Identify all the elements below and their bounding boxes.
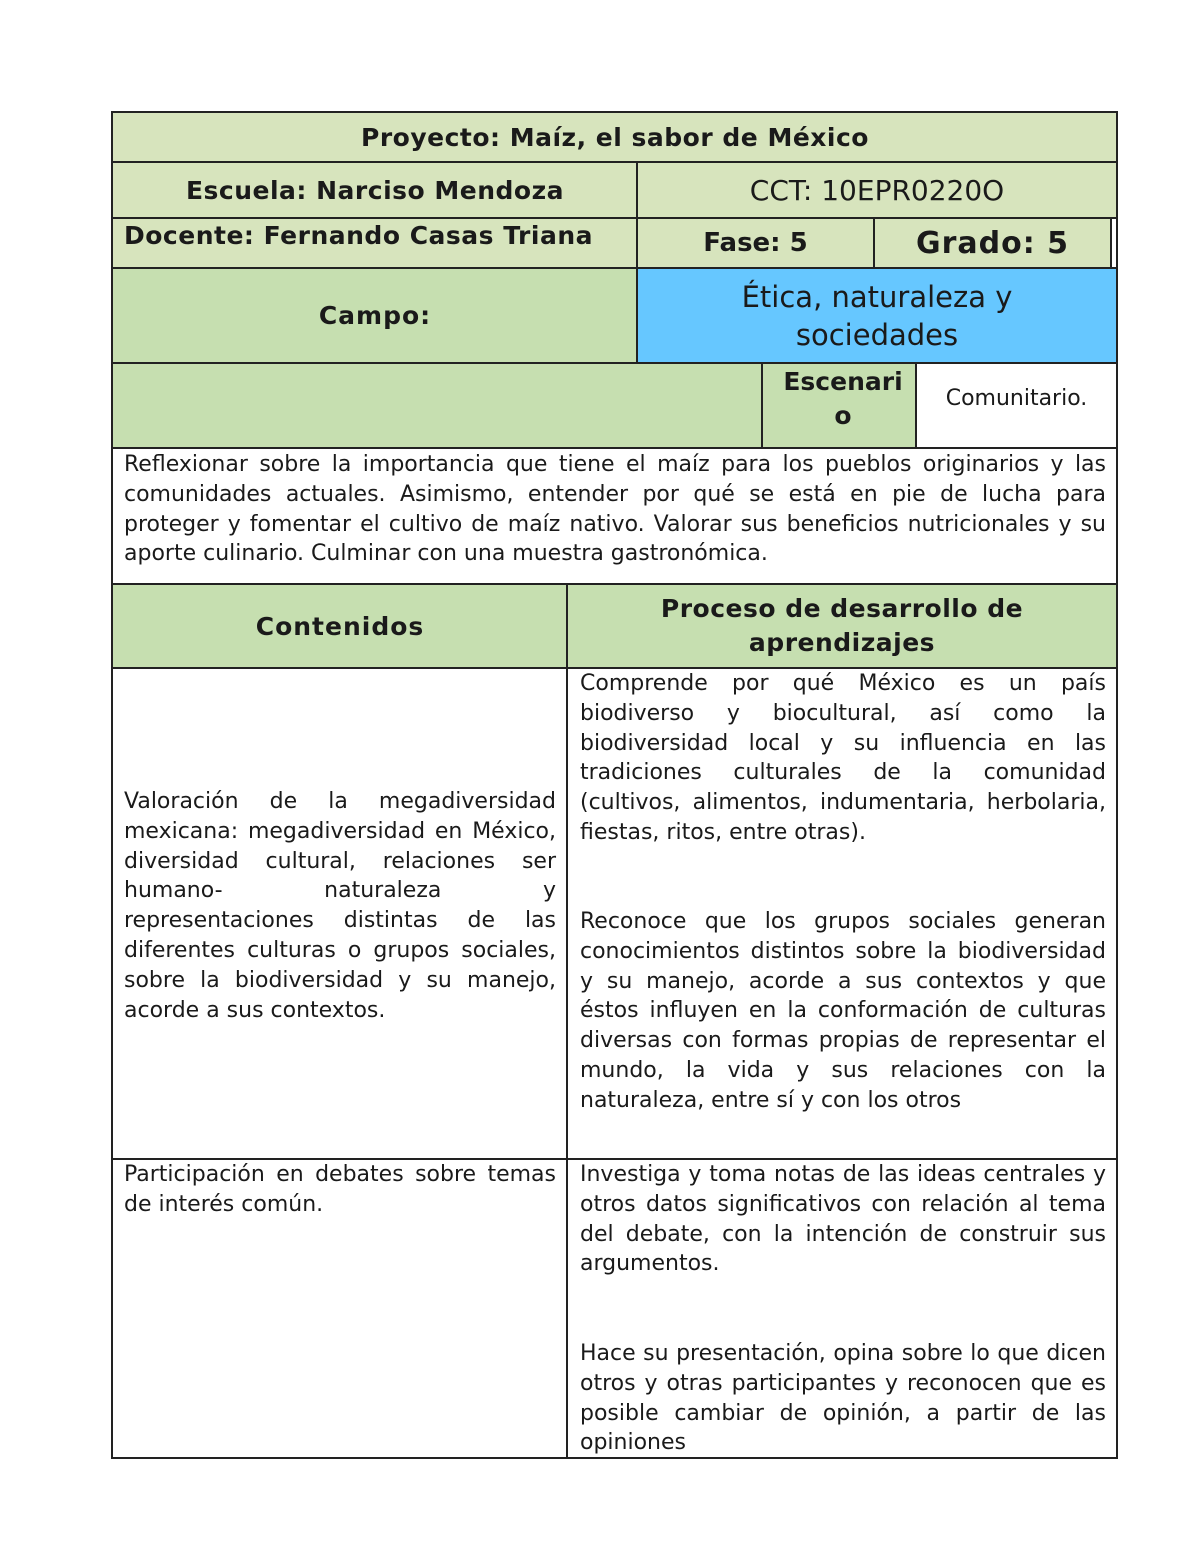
grid-line (1110, 217, 1112, 268)
project-title (113, 112, 1117, 162)
row-1-content-text: Valoración de la megadiversidad mexicana: megadiversidad en México, diversidad cultural, relaciones ser humano- naturaleza y representaciones distintas de las diferentes culturas o grupos sociales, sobre la biodiversidad y su manejo, acorde a sus contextos. (124, 789, 556, 1023)
grid-line (566, 583, 568, 1459)
field-value (637, 268, 1117, 363)
row-2-content-text: Participación en debates sobre temas de interés común. (124, 1162, 556, 1217)
grid-line (761, 362, 763, 448)
contents-column-header (113, 584, 567, 668)
grid-line (111, 217, 1118, 219)
grid-line (111, 667, 1118, 669)
purpose-paragraph (113, 448, 1117, 584)
grid-line (873, 217, 875, 268)
grid-line (111, 161, 1118, 163)
grid-line (111, 267, 1118, 269)
teacher-name-text: Docente: Fernando Casas Triana (124, 221, 593, 250)
purpose-text: Reflexionar sobre la importancia que tiene el maíz para los pueblos originarios y las comunidades actuales. Asimismo, entender por qué se está en pie de lucha para proteger y fomentar el cultivo de maíz nativo. Valorar sus beneficios nutricionales y su aporte culinario. Culminar con una muestra gastronómica. (124, 452, 1106, 567)
scenario-value (916, 363, 1117, 433)
cct-code (637, 162, 1117, 218)
phase-label-text: Fase: 5 (703, 228, 808, 258)
table-row-1-content (113, 787, 567, 1025)
grid-line (636, 161, 638, 363)
table-row-2-content (113, 1160, 567, 1220)
grid-line (111, 1158, 1118, 1160)
row-2-process-b-text: Hace su presentación, opina sobre lo que dicen otros y otras participantes y reconocen que es posible cambiar de opinión, a partir de las opiniones (580, 1341, 1106, 1456)
field-value-text: Ética, naturaleza y sociedades (741, 279, 1013, 352)
scenario-value-text: Comunitario. (945, 385, 1088, 411)
school-name (113, 162, 637, 218)
process-header-text: Proceso de desarrollo de aprendizajes (660, 594, 1024, 657)
scenario-label-text: Escenario (783, 367, 903, 430)
grid-line (111, 1457, 1118, 1459)
row-2-process-a-text: Investiga y toma notas de las ideas centrales y otros datos significativos con relación al tema del debate, con la intención de construir sus argumentos. (580, 1162, 1106, 1277)
row-1-process-b-text: Reconoce que los grupos sociales generan conocimientos distintos sobre la biodiversidad y su manejo, acorde a sus contextos y que éstos influyen en la conformación de culturas diversas con formas propias de representar el mundo, la vida y sus relaciones con la naturaleza, entre sí y con los otros (580, 909, 1106, 1113)
grid-line (111, 111, 113, 1459)
grid-line (111, 362, 1118, 364)
grid-line (915, 362, 917, 448)
scenario-blank-cell (113, 363, 762, 448)
table-row-2-process-b (567, 1339, 1117, 1457)
table-row-1-process-a (567, 669, 1117, 848)
grid-line (1116, 111, 1118, 1459)
table-row-2-process-a (567, 1160, 1117, 1279)
grid-line (111, 583, 1118, 585)
grade-label-text: Grado: 5 (915, 225, 1070, 261)
teacher-name (113, 218, 637, 268)
field-label (113, 268, 637, 363)
cct-code-text: CCT: 10EPR0220O (749, 173, 1005, 207)
project-title-text: Proyecto: Maíz, el sabor de México (361, 122, 869, 152)
grid-line (111, 111, 1118, 113)
scenario-label (762, 363, 916, 448)
field-label-text: Campo: (318, 301, 432, 330)
row-1-process-a-text: Comprende por qué México es un país biodiverso y biocultural, así como la biodiversidad local y su influencia en las tradiciones culturales de la comunidad (cultivos, alimentos, indumentaria, herbolaria, fiestas, ritos, entre otras). (580, 671, 1106, 845)
school-name-text: Escuela: Narciso Mendoza (185, 175, 565, 205)
grid-line (111, 447, 1118, 449)
process-column-header (567, 584, 1117, 668)
phase-label (637, 218, 874, 268)
table-row-1-process-b (567, 907, 1117, 1116)
contents-header-text: Contenidos (255, 611, 425, 641)
grade-label (874, 218, 1111, 268)
